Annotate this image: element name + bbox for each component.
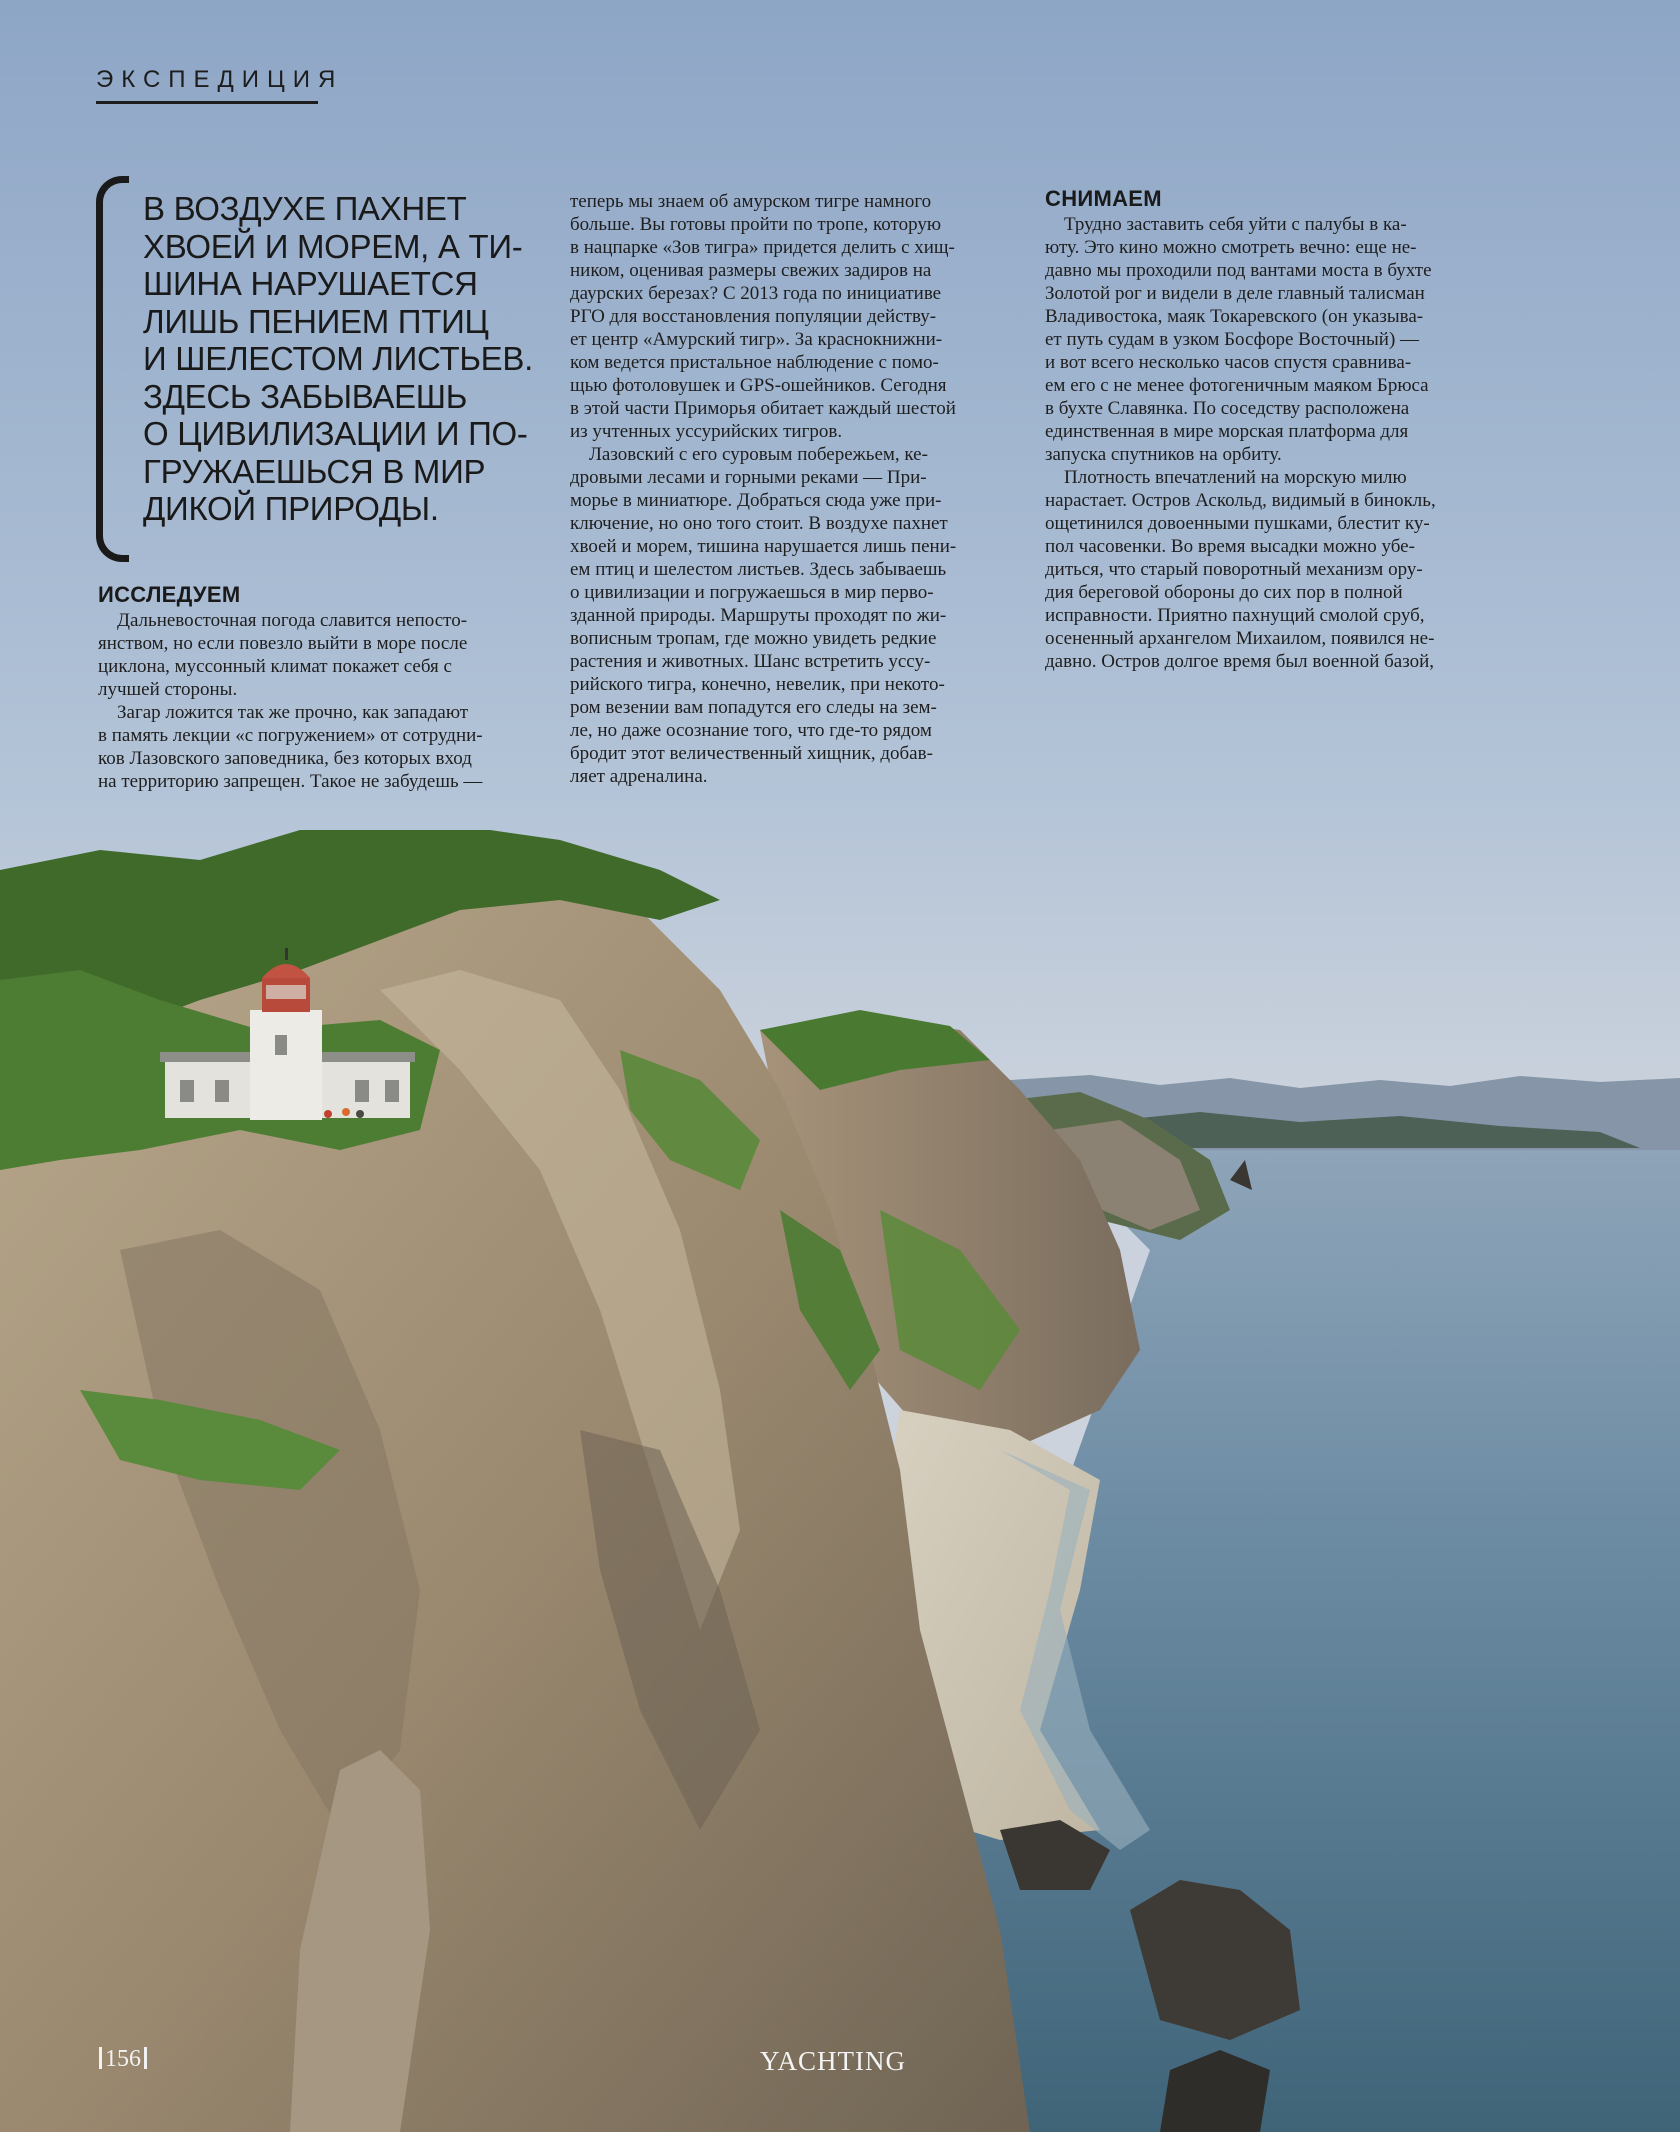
text-line: ет путь судам в узком Босфоре Восточный) — [1045,329,1420,350]
text-line: Плотность впечатлений на морскую милю [1045,467,1407,488]
text-line: нарастает. Остров Аскольд, видимый в бинокль, [1045,490,1436,511]
text-line: Трудно заставить себя уйти с палубы в ка- [1045,214,1407,235]
text-line: хвоей и морем, тишина нарушается лишь пени- [570,536,957,557]
text-line: растения и животных. Шанс встретить уссу- [570,651,931,672]
text-line: дия береговой обороны до сих пор в полной [1045,582,1403,603]
text-line: ет центр «Амурский тигр». За краснокнижни- [570,329,943,350]
text-line: даурских березах? С 2013 года по инициативе [570,283,942,304]
quote-line: ШИНА НАРУШАЕТСЯ [143,265,478,302]
text-line: ощетинился довоенными пушками, блестит ку- [1045,513,1430,534]
text-line: в память лекции «с погружением» от сотрудни- [98,725,483,746]
text-line: в этой части Приморья обитает каждый шестой [570,398,956,419]
text-line: в нацпарке «Зов тигра» придется делить с хищ- [570,237,955,258]
text-line: запуска спутников на орбиту. [1045,444,1282,465]
quote-line: ГРУЖАЕШЬСЯ В МИР [143,452,486,490]
col2-body [570,190,1015,788]
page-number [96,2046,150,2073]
page-number-value: 156 [105,2046,141,2072]
text-line: бродит этот величественный хищник, добав- [570,743,933,764]
pull-quote [143,190,543,528]
text-line: вописным тропам, где можно увидеть редкие [570,628,937,649]
text-line: Владивостока, маяк Токаревского (он указыва- [1045,306,1424,327]
text-line: Золотой рог и видели в деле главный талисман [1045,283,1425,304]
text-line: ем его с не менее фотогеничным маяком Брюса [1045,375,1429,396]
text-line: ляет адреналина. [570,766,708,787]
text-line: исправности. Приятно пахнущий смолой сруб, [1045,605,1425,626]
text-line: лучшей стороны. [98,679,238,700]
text-line: ле, но даже осознание того, что где-то рядом [570,720,932,741]
text-line: единственная в мире морская платформа для [1045,421,1409,442]
text-line: зданной природы. Маршруты проходят по жи- [570,605,947,626]
col3-body [1045,213,1495,673]
quote-line: ЗДЕСЬ ЗАБЫВАЕШЬ [143,377,468,415]
quote-line: И ШЕЛЕСТОМ ЛИСТЬЕВ. [143,340,533,377]
text-line: пол часовенки. Во время высадки можно убе- [1045,536,1415,557]
page-number-bracket-right [144,2047,147,2069]
text-line: диться, что старый поворотный механизм ору- [1045,559,1423,580]
text-line: давно. Остров долгое время был военной базой, [1045,651,1435,672]
text-line: давно мы проходили под вантами моста в бухте [1045,260,1432,281]
yachting-logo: YACHTING [760,2046,906,2076]
text-line: больше. Вы готовы пройти по тропе, которую [570,214,942,235]
text-line: циклона, муссонный климат покажет себя с [98,656,452,677]
text-line: Дальневосточная погода славится непосто- [98,610,468,631]
text-line: ком ведется пристальное наблюдение с помо- [570,352,939,373]
text-line: щью фотоловушек и GPS-ошейников. Сегодня [570,375,947,396]
text-line: о цивилизации и погружаешься в мир перво- [570,582,934,603]
text-line: ков Лазовского заповедника, без которых вход [98,748,472,769]
text-line: Лазовский с его суровым побережьем, ке- [570,444,928,465]
text-line: Загар ложится так же прочно, как западают [98,702,469,723]
text-line: из учтенных уссурийских тигров. [570,421,843,442]
coastal-cliff-photo [0,830,1680,2132]
text-line: и вот всего несколько часов спустя сравнива- [1045,352,1412,373]
quote-line: ЛИШЬ ПЕНИЕМ ПТИЦ [143,302,489,340]
lighthouse-landscape-image [0,830,1680,2132]
text-line: на территорию запрещен. Такое не забудешь — [98,771,483,792]
text-line: ключение, но оно того стоит. В воздухе пахнет [570,513,948,534]
text-line: ром везении вам попадутся его следы на зем- [570,697,937,718]
text-line: янством, но если повезло выйти в море после [98,633,468,654]
quote-line: О ЦИВИЛИЗАЦИИ И ПО- [143,415,528,452]
text-line: ем птиц и шелестом листьев. Здесь забываешь [570,559,947,580]
text-line: РГО для восстановления популяции действу- [570,306,937,327]
text-line: осененный архангелом Михаилом, появился не- [1045,628,1435,649]
text-line: морье в миниатюре. Добраться сюда уже при- [570,490,942,511]
col3-heading: СНИМАЕМ [1045,186,1162,211]
quote-bracket [96,176,129,562]
col1-body [98,609,543,793]
section-label: ЭКСПЕДИЦИЯ [96,66,344,93]
text-line: в бухте Славянка. По соседству расположена [1045,398,1410,419]
text-line: рийского тигра, конечно, невелик, при некото- [570,674,945,695]
text-line: теперь мы знаем об амурском тигре намного [570,191,932,212]
quote-line: В ВОЗДУХЕ ПАХНЕТ [143,190,467,227]
page-number-bracket-left [99,2047,102,2069]
text-line: юту. Это кино можно смотреть вечно: еще не- [1045,237,1417,258]
section-underline [96,101,318,104]
text-line: дровыми лесами и горными реками — При- [570,467,927,488]
col1-heading: ИССЛЕДУЕМ [98,582,241,607]
text-line: ником, оценивая размеры свежих задиров на [570,260,932,281]
quote-line: ХВОЕЙ И МОРЕМ, А ТИ- [143,227,523,265]
quote-line: ДИКОЙ ПРИРОДЫ. [143,490,439,527]
